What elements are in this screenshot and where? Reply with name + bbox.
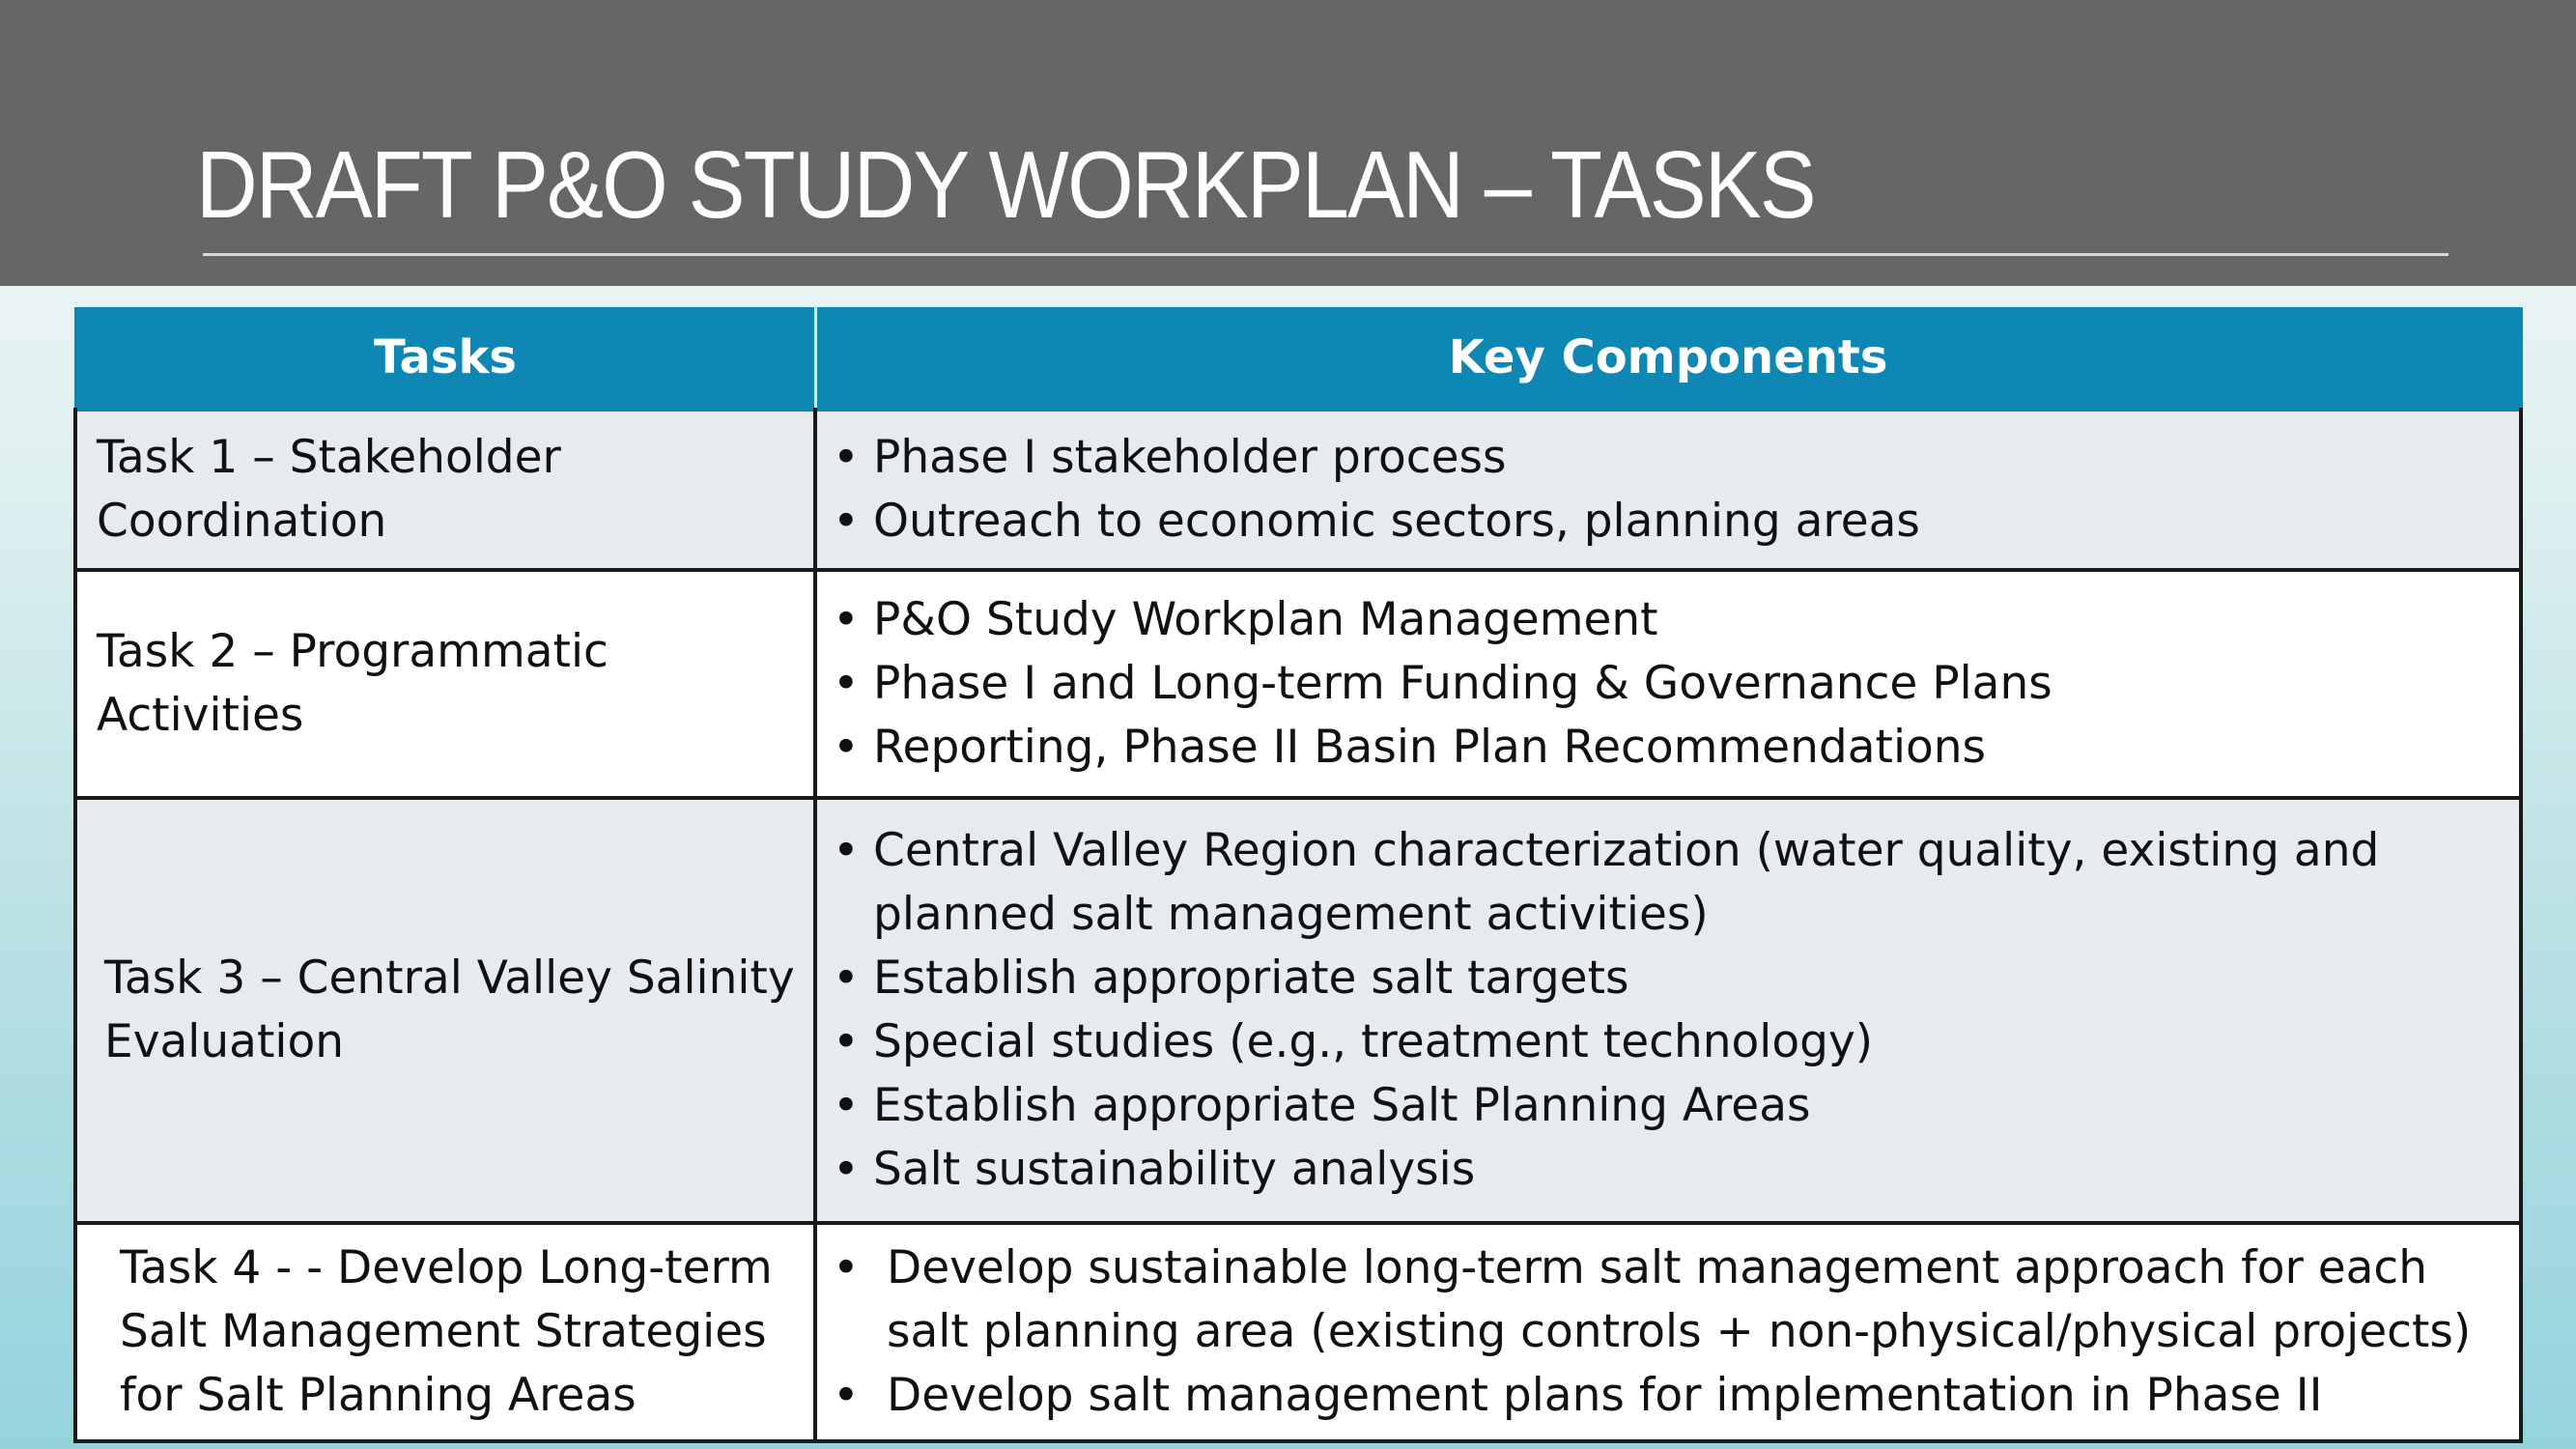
task-cell: Task 3 – Central Valley Salinity Evaluation	[75, 798, 815, 1223]
task-cell: Task 1 – Stakeholder Coordination	[75, 410, 815, 570]
header-key-components: Key Components	[815, 307, 2521, 410]
components-cell	[815, 1223, 2521, 1441]
list-item: • Phase I and Long-term Funding & Governance Plans	[831, 652, 2505, 716]
title-underline	[203, 253, 2449, 256]
list-item: • Establish appropriate Salt Planning Areas	[831, 1074, 2505, 1138]
components-cell	[815, 798, 2521, 1223]
slide-title: DRAFT P&O STUDY WORKPLAN – TASKS	[196, 131, 1815, 238]
components-list	[831, 819, 2505, 1202]
table-row	[75, 1223, 2521, 1441]
list-item: • P&O Study Workplan Management	[831, 588, 2505, 652]
list-item: • Outreach to economic sectors, planning areas	[831, 490, 2505, 554]
components-list	[831, 588, 2505, 780]
tasks-table	[73, 307, 2523, 1443]
table-row	[75, 798, 2521, 1223]
task-cell: Task 2 – Programmatic Activities	[75, 570, 815, 798]
components-list	[831, 1236, 2505, 1428]
list-item: • Develop sustainable long-term salt management approach for each salt planning area (existing controls + non-physical/physical projects)	[831, 1236, 2505, 1364]
list-item: • Special studies (e.g., treatment technology)	[831, 1010, 2505, 1074]
components-list	[831, 426, 2505, 554]
list-item: • Develop salt management plans for implementation in Phase II	[831, 1364, 2505, 1428]
header-tasks: Tasks	[75, 307, 815, 410]
components-cell	[815, 410, 2521, 570]
list-item: • Salt sustainability analysis	[831, 1138, 2505, 1202]
list-item: • Establish appropriate salt targets	[831, 947, 2505, 1010]
list-item: • Reporting, Phase II Basin Plan Recommendations	[831, 716, 2505, 780]
components-cell	[815, 570, 2521, 798]
title-bar	[0, 0, 2576, 286]
table-header-row	[75, 307, 2521, 410]
task-cell: Task 4 - - Develop Long-term Salt Management Strategies for Salt Planning Areas	[75, 1223, 815, 1441]
table-row	[75, 570, 2521, 798]
list-item: • Central Valley Region characterization (water quality, existing and planned salt management activities)	[831, 819, 2505, 947]
list-item: • Phase I stakeholder process	[831, 426, 2505, 490]
table-row	[75, 410, 2521, 570]
